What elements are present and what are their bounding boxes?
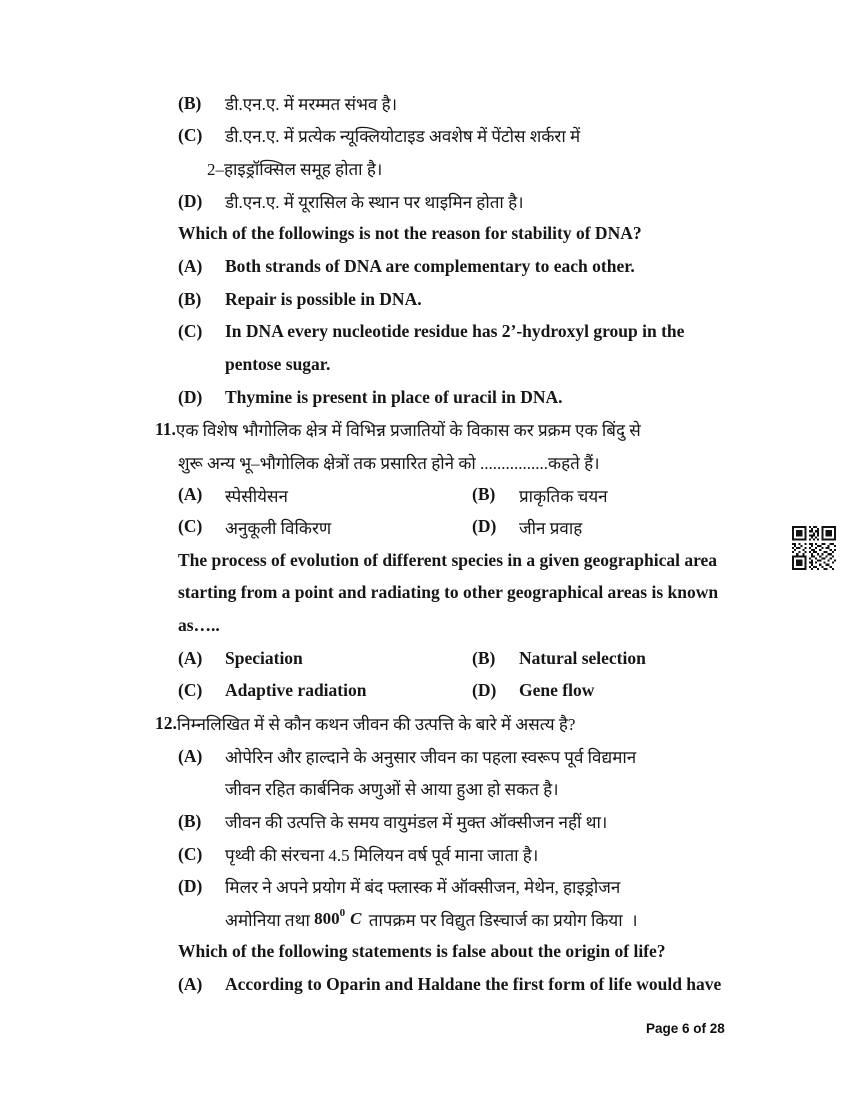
option-text: जीन प्रवाह (519, 519, 583, 539)
option-marker: (D) (178, 190, 203, 211)
option-text: Repair is possible in DNA. (225, 288, 422, 309)
q11-hindi-options-row2 (0, 511, 850, 544)
option-marker: (D) (472, 680, 497, 701)
option-marker: (B) (178, 810, 202, 831)
q12-hindi-option-a-continuation (0, 772, 850, 805)
option-marker: (B) (472, 647, 496, 668)
q11-english-option-d (472, 680, 594, 701)
q12-english-option-a (0, 968, 850, 1001)
q10-english-option-d (0, 381, 850, 414)
q11-hindi-option-d (472, 516, 582, 539)
q10-english-question (0, 218, 850, 251)
option-text: In DNA every nucleotide residue has 2’-hydroxyl group in the (225, 321, 685, 342)
option-text: डी.एन.ए. में मरम्मत संभव है। (225, 94, 398, 114)
q12-hindi-option-d (0, 870, 850, 903)
q11-english-question-line1 (0, 544, 850, 577)
option-text: प्राकृतिक चयन (519, 486, 608, 506)
q11-english-question-line3 (0, 609, 850, 642)
option-marker: (B) (178, 92, 202, 113)
option-marker: (A) (178, 256, 203, 277)
option-marker: (C) (178, 843, 203, 864)
option-text-continuation: pentose sugar. (225, 353, 331, 374)
q11-hindi-question-line1 (0, 413, 850, 446)
question-text: Which of the following statements is false about the origin of life? (178, 941, 666, 962)
option-text: डी.एन.ए. में यूरासिल के स्थान पर थाइमिन होता है। (225, 192, 524, 212)
option-text: Speciation (225, 647, 303, 668)
q10-hindi-option-d (0, 185, 850, 218)
option-text: Thymine is present in place of uracil in DNA. (225, 386, 563, 407)
q10-hindi-option-c-continuation (0, 152, 850, 185)
q11-hindi-options-row1 (0, 479, 850, 512)
qr-code-icon (792, 526, 836, 570)
page-number-indicator: Page 6 of 28 (646, 1021, 725, 1036)
q11-english-option-c (178, 680, 472, 701)
option-marker: (C) (178, 516, 203, 537)
question-text: Which of the followings is not the reason for stability of DNA? (178, 223, 642, 244)
question-text: The process of evolution of different species in a given geographical area (178, 549, 718, 570)
option-marker: (D) (178, 876, 203, 897)
option-text: मिलर ने अपने प्रयोग में बंद फ्लास्क में ऑक्सीजन, मेथेन, हाइड्रोजन (225, 878, 621, 898)
option-marker: (C) (178, 125, 203, 146)
q11-english-option-a (178, 648, 472, 669)
q12-hindi-option-b (0, 805, 850, 838)
question-text: as….. (178, 615, 220, 636)
q10-english-option-c (0, 315, 850, 348)
option-marker: (C) (178, 321, 203, 342)
option-text-continuation: 2–हाइड्रॉक्सिल समूह होता है। (207, 160, 383, 180)
temperature-value: 800 (314, 909, 340, 929)
page-content (0, 87, 850, 1001)
option-text-continuation: तापक्रम पर विद्युत डिस्चार्ज का प्रयोग किया । (364, 910, 638, 930)
question-number: 11. (155, 419, 176, 440)
option-marker: (B) (472, 483, 496, 504)
option-text: अनुकूली विकिरण (225, 519, 332, 539)
option-text: Adaptive radiation (225, 680, 367, 701)
q12-hindi-question (0, 707, 850, 740)
option-marker: (A) (178, 974, 203, 995)
q12-hindi-option-c (0, 838, 850, 871)
q11-hindi-option-b (472, 484, 608, 507)
option-text-continuation: अमोनिया तथा (225, 910, 315, 930)
question-text-continuation: शुरू अन्य भू–भौगोलिक क्षेत्रों तक प्रसारित होने को ................कहते हैं। (178, 453, 600, 473)
celsius-symbol: C (350, 909, 362, 929)
q10-english-option-c-continuation (0, 348, 850, 381)
question-text: निम्नलिखित में से कौन कथन जीवन की उत्पत्ति के बारे में असत्य है? (176, 714, 576, 734)
option-text: Natural selection (519, 647, 646, 668)
degree-superscript: 0 (339, 907, 346, 920)
option-text: जीवन की उत्पत्ति के समय वायुमंडल में मुक्त ऑक्सीजन नहीं था। (225, 812, 608, 832)
option-marker: (B) (178, 288, 202, 309)
q12-hindi-option-a (0, 740, 850, 773)
q11-english-question-line2 (0, 577, 850, 610)
option-text: ओपेरिन और हाल्दाने के अनुसार जीवन का पहला स्वरूप पूर्व विद्यमान (225, 747, 637, 767)
q11-english-options-row2 (0, 675, 850, 708)
option-marker: (A) (178, 745, 203, 766)
q11-hindi-option-c (178, 516, 472, 539)
q10-english-option-b (0, 283, 850, 316)
option-text: स्पेसीयेसन (225, 486, 288, 506)
option-text: Both strands of DNA are complementary to each other. (225, 256, 635, 277)
option-text: पृथ्वी की संरचना 4.5 मिलियन वर्ष पूर्व माना जाता है। (225, 845, 539, 865)
q11-hindi-question-line2 (0, 446, 850, 479)
option-marker: (D) (472, 516, 497, 537)
q11-hindi-option-a (178, 484, 472, 507)
option-marker: (C) (178, 680, 203, 701)
option-marker: (A) (178, 483, 203, 504)
question-text: starting from a point and radiating to other geographical areas is known (178, 582, 719, 603)
question-text: एक विशेष भौगोलिक क्षेत्र में विभिन्न प्रजातियों के विकास कर प्रक्रम एक बिंदु से (175, 421, 641, 441)
q10-english-option-a (0, 250, 850, 283)
option-text: Gene flow (519, 680, 595, 701)
q12-english-question (0, 936, 850, 969)
q11-english-option-b (472, 648, 646, 669)
option-text: डी.एन.ए. में प्रत्येक न्यूक्लियोटाइड अवशेष में पेंटोस शर्करा में (225, 127, 581, 147)
q12-hindi-option-d-continuation (0, 903, 850, 936)
q11-english-options-row1 (0, 642, 850, 675)
option-marker: (A) (178, 647, 203, 668)
question-number: 12. (155, 712, 177, 733)
q10-hindi-option-c (0, 120, 850, 153)
q10-hindi-option-b (0, 87, 850, 120)
option-text: According to Oparin and Haldane the first form of life would have (225, 974, 722, 995)
option-marker: (D) (178, 386, 203, 407)
option-text-continuation: जीवन रहित कार्बनिक अणुओं से आया हुआ हो सकत है। (225, 780, 559, 800)
